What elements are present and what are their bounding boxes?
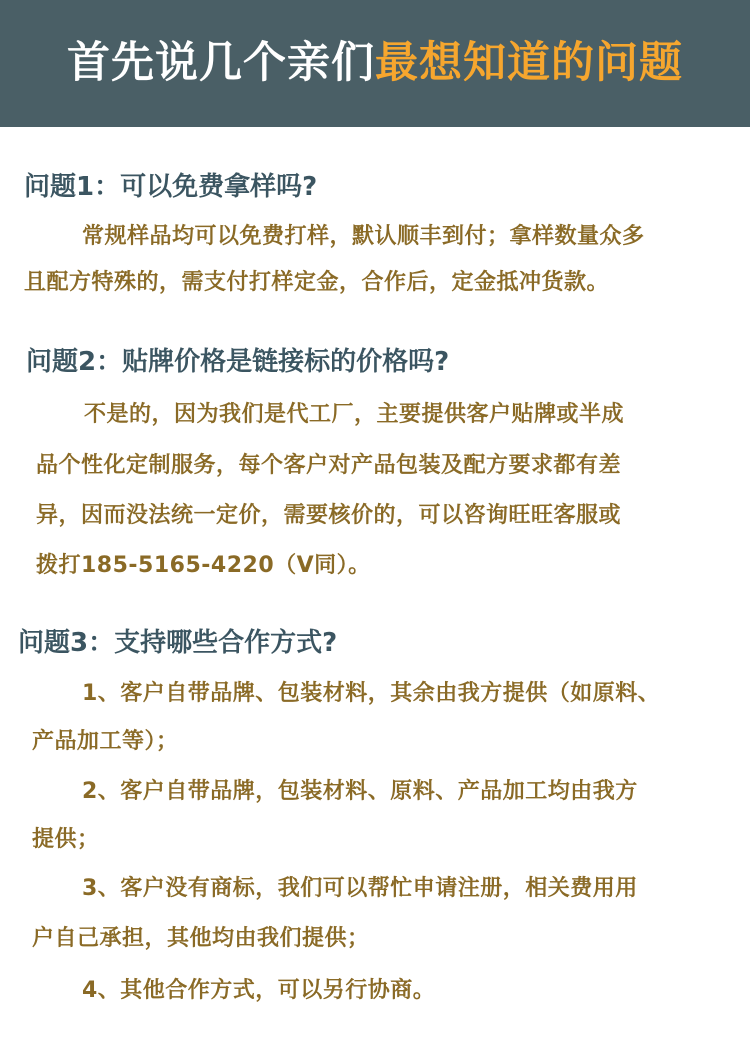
title-highlight-part: 最想知道的问题 (375, 38, 683, 88)
header-banner (0, 0, 750, 127)
faq-answer-3-line-4: 提供； (32, 827, 100, 852)
faq-question-1: 问题1：可以免费拿样吗? (24, 172, 318, 202)
faq-answer-2-line-1: 不是的，因为我们是代工厂，主要提供客户贴牌或半成 (84, 402, 625, 427)
faq-answer-1-line-1: 常规样品均可以免费打样，默认顺丰到付；拿样数量众多 (82, 224, 645, 249)
faq-answer-3-line-2: 产品加工等）； (32, 729, 179, 754)
faq-answer-3-line-3: 2、客户自带品牌，包装材料、原料、产品加工均由我方 (82, 779, 638, 804)
faq-answer-1-line-2: 且配方特殊的，需支付打样定金，合作后，定金抵冲货款。 (24, 270, 610, 295)
faq-question-3: 问题3：支持哪些合作方式? (18, 628, 338, 658)
faq-answer-2-line-2: 品个性化定制服务，每个客户对产品包装及配方要求都有差 (36, 453, 622, 478)
faq-answer-2-line-3: 异，因而没法统一定价，需要核价的，可以咨询旺旺客服或 (36, 503, 622, 528)
faq-answer-3-line-6: 户自己承担，其他均由我们提供； (32, 926, 370, 951)
title-white-part: 首先说几个亲们 (67, 38, 375, 88)
faq-answer-2-line-4: 拨打185-5165-4220（V同）。 (36, 553, 371, 578)
faq-answer-3-line-7: 4、其他合作方式，可以另行协商。 (82, 978, 436, 1003)
faq-answer-3-line-5: 3、客户没有商标，我们可以帮忙申请注册，相关费用用 (82, 876, 638, 901)
faq-answer-3-line-1: 1、客户自带品牌、包装材料，其余由我方提供（如原料、 (82, 681, 661, 706)
faq-question-2: 问题2：贴牌价格是链接标的价格吗? (26, 347, 450, 377)
page-title (67, 38, 683, 88)
